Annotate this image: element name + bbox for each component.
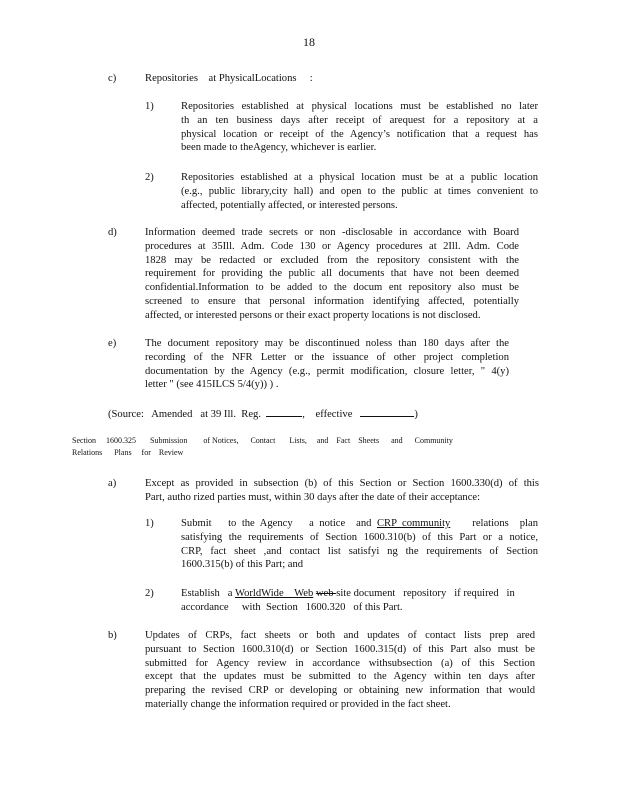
web-deleted-text: web	[315, 588, 337, 599]
item-a1-line: satisfying the requirements of Section 1600.310(b) of this Part or a notice,	[181, 531, 538, 543]
section-d-text	[145, 226, 519, 323]
item-c2-line: affected, potentially affected, or interested persons.	[181, 199, 398, 211]
section-e-line: letter " (see 415ILCS 5/4(y)) ) .	[145, 379, 279, 391]
crp-community-insert: CRP community	[376, 518, 451, 529]
section-b-line: materially change the information required or provided in the fact sheet.	[145, 698, 451, 710]
section-heading	[72, 435, 496, 459]
section-e-line: The document repository may be discontinued noless than 180 days after the	[145, 338, 509, 349]
item-a2-line: accordance with Section 1600.320 of this Part.	[181, 601, 403, 613]
section-b-label: b)	[108, 630, 117, 641]
item-a1-line1-pre: Submit to the Agency a notice and	[181, 518, 377, 529]
section-e-label: e)	[108, 338, 117, 349]
item-c1-line: Repositories established at physical locations must be established no later	[181, 101, 538, 112]
source-note-suffix: )	[414, 409, 418, 420]
section-d-line: 1828 may be redacted or excluded from the repository consistent with the	[145, 254, 519, 266]
item-a2-text	[181, 587, 531, 615]
blank-reg-field	[266, 406, 302, 417]
section-b-line: except that the updates must be submitted to the Agency within ten days after	[145, 671, 535, 683]
section-a-line: Part, autho rized parties must, within 30 days after the date of their acceptance:	[145, 491, 481, 503]
section-d-line: requirement for providing the public all documents that have not been deemed	[145, 268, 519, 280]
item-a1-text	[181, 517, 538, 572]
item-a2-line1-pre: Establish a	[181, 588, 235, 599]
item-c1-line: physical location or receipt of the Agency’s notification that a request has	[181, 128, 538, 140]
item-c2-line: Repositories established at a physical location must be at a public location	[181, 172, 538, 183]
section-c-label: c)	[108, 73, 117, 84]
section-d-line: Information deemed trade secrets or non -disclosable in accordance with Board	[145, 227, 519, 238]
item-a2-line	[181, 587, 531, 601]
item-a1-line	[181, 517, 538, 531]
item-a1-line: CRP, fact sheet ,and contact list satisfyi ng the requirements of Section	[181, 545, 538, 557]
item-c1-line: been made to theAgency, whichever is earlier.	[181, 142, 377, 154]
section-b-line: pursuant to Section 1600.310(d) or Section 1600.315(d) of this Part also must be	[145, 643, 535, 655]
section-c-title: Repositories at PhysicalLocations :	[145, 73, 313, 84]
section-b-line: preparing the revised CRP or developing or obtaining new information that would	[145, 685, 535, 697]
item-c2-text	[181, 171, 538, 212]
item-a1-line1-post: relations plan	[450, 518, 538, 529]
page-number: 18	[303, 35, 315, 49]
worldwide-web-insert: WorldWide Web	[234, 588, 314, 599]
section-heading-line2: Relations Plans for Review	[72, 448, 184, 457]
item-a2-label: 2)	[145, 588, 154, 599]
section-b-line: Updates of CRPs, fact sheets or both and updates of contact lists prep ared	[145, 630, 535, 641]
section-a-text	[145, 477, 539, 505]
section-d-line: confidential.Information to be added to the docum ent repository also must be	[145, 282, 519, 294]
section-b-line: submitted for Agency review in accordance withsubsection (a) of this Section	[145, 657, 535, 669]
item-c1-line: th an ten business days after receipt of arequest for a repository at a	[181, 114, 538, 126]
item-c1-label: 1)	[145, 101, 154, 112]
source-note-middle: , effective	[302, 409, 353, 420]
section-d-line: affected, or interested persons or their exact property locations is not disclosed.	[145, 309, 481, 321]
blank-date-field	[360, 406, 414, 417]
section-a-line: Except as provided in subsection (b) of this Section or Section 1600.330(d) of this	[145, 478, 539, 489]
source-note	[108, 406, 418, 422]
section-d-line: screened to ensure that personal information identifying affected, potentially	[145, 295, 519, 307]
section-e-text	[145, 337, 509, 392]
source-note-prefix: (Source: Amended at 39 Ill. Reg.	[108, 409, 261, 420]
item-c2-label: 2)	[145, 172, 154, 183]
section-heading-line1: Section 1600.325 Submission of Notices, Contact Lists, and Fact Sheets and Community	[72, 436, 453, 445]
section-d-line: procedures at 35Ill. Adm. Code 130 or Agency procedures at 2Ill. Adm. Code	[145, 240, 519, 252]
section-e-line: documentation by the Agency (e.g., permit modification, closure letter, " 4(y)	[145, 365, 509, 377]
section-d-label: d)	[108, 227, 117, 238]
item-a2-line1-post: site document repository if required in	[336, 588, 515, 599]
item-c1-text	[181, 100, 538, 155]
item-c2-line: (e.g., public library,city hall) and open to the public at times convenient to	[181, 185, 538, 197]
section-a-label: a)	[108, 478, 117, 489]
item-a1-label: 1)	[145, 518, 154, 529]
section-e-line: recording of the NFR Letter or the issuance of other project completion	[145, 351, 509, 363]
section-b-text	[145, 629, 535, 712]
item-a1-line: 1600.315(b) of this Part; and	[181, 559, 304, 571]
